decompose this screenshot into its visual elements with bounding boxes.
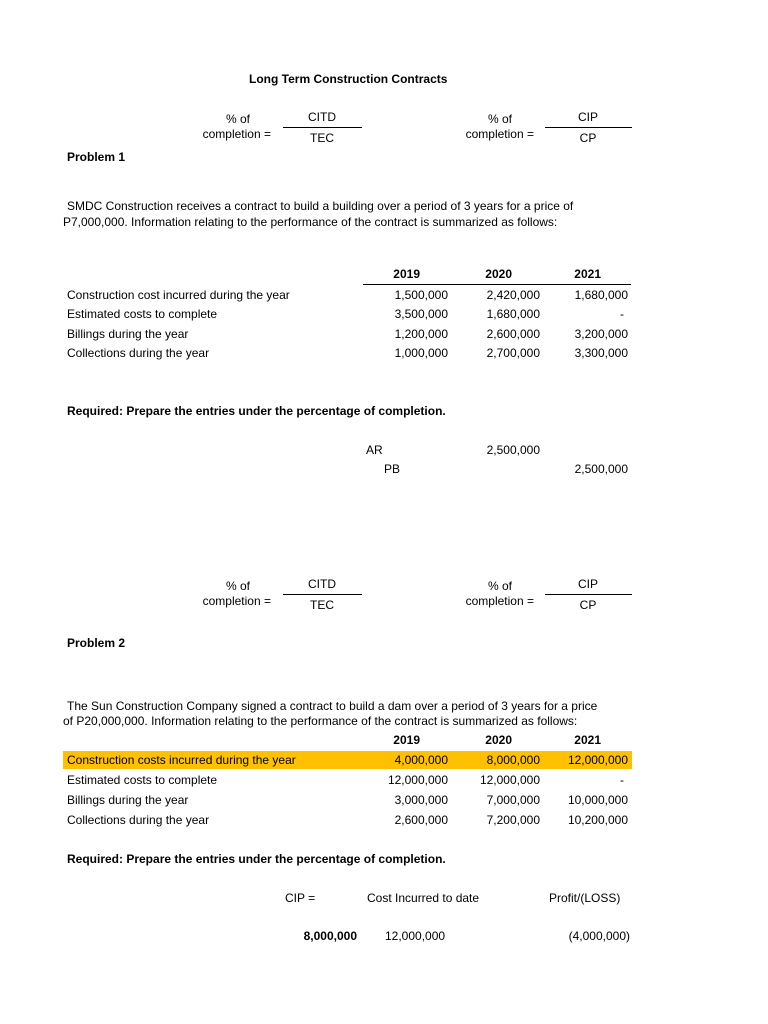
- formula-cip: CIP: [577, 110, 598, 124]
- table-cell: 1,680,000: [486, 307, 540, 321]
- table-row-label: Construction costs incurred during the year: [67, 753, 296, 767]
- year-header: 2020: [485, 267, 512, 281]
- formula-cp: CP: [579, 598, 597, 612]
- formula-tec: TEC: [310, 131, 334, 145]
- problem-2-heading: Problem 2: [67, 636, 126, 650]
- table-cell: 3,000,000: [394, 793, 448, 807]
- cip-value: 8,000,000: [303, 929, 357, 943]
- table-row-label: Estimated costs to complete: [67, 307, 218, 321]
- table-row-label: Construction cost incurred during the year: [67, 288, 290, 302]
- year-header: 2019: [393, 267, 420, 281]
- table-cell: 10,200,000: [567, 813, 628, 827]
- problem-1-desc-line-1: SMDC Construction receives a contract to build a building over a period of 3 years for a price of: [67, 199, 574, 213]
- table-row-label: Estimated costs to complete: [67, 773, 218, 787]
- debit-account: AR: [366, 443, 383, 457]
- year-header: 2021: [574, 733, 601, 747]
- problem-1-desc-line-2: P7,000,000. Information relating to the performance of the contract is summarized as follows:: [63, 215, 558, 229]
- table-cell: 3,500,000: [394, 307, 448, 321]
- table-cell: 2,600,000: [394, 813, 448, 827]
- formula-pct-of-left: % of: [225, 579, 250, 593]
- formula-completion-left: completion =: [202, 127, 271, 141]
- problem-1-heading: Problem 1: [67, 150, 126, 164]
- formula-pct-of-left: % of: [225, 112, 250, 126]
- table-cell: 1,000,000: [394, 346, 448, 360]
- year-header: 2021: [574, 267, 601, 281]
- table-cell: 2,700,000: [486, 346, 540, 360]
- formula-citd: CITD: [308, 110, 336, 124]
- debit-amount: 2,500,000: [486, 443, 540, 457]
- formula-tec: TEC: [310, 598, 334, 612]
- table-row-label: Collections during the year: [67, 346, 210, 360]
- table-cell: -: [620, 307, 624, 321]
- fraction-bar: [283, 594, 362, 595]
- formula-completion-right: completion =: [465, 127, 534, 141]
- table-row-label: Billings during the year: [67, 793, 189, 807]
- year-header: 2020: [485, 733, 512, 747]
- formula-pct-of-right: % of: [487, 579, 512, 593]
- cost-incurred-label: Cost Incurred to date: [367, 891, 480, 905]
- table-cell: 4,000,000: [394, 753, 448, 767]
- table-row-label: Billings during the year: [67, 327, 189, 341]
- table-cell: 1,680,000: [574, 288, 628, 302]
- table-cell: 10,000,000: [567, 793, 628, 807]
- formula-completion-left: completion =: [202, 594, 271, 608]
- formula-cip: CIP: [577, 577, 598, 591]
- credit-amount: 2,500,000: [574, 462, 628, 476]
- table-row-label: Collections during the year: [67, 813, 210, 827]
- table-cell: 2,600,000: [486, 327, 540, 341]
- table-cell: -: [620, 773, 624, 787]
- table-cell: 1,500,000: [394, 288, 448, 302]
- credit-account: PB: [384, 462, 401, 476]
- formula-pct-of-right: % of: [487, 112, 512, 126]
- problem-2-required: Required: Prepare the entries under the percentage of completion.: [67, 852, 446, 866]
- formula-citd: CITD: [308, 577, 336, 591]
- profit-loss-label: Profit/(LOSS): [549, 891, 621, 905]
- fraction-bar: [545, 127, 632, 128]
- formula-completion-right: completion =: [465, 594, 534, 608]
- table-cell: 12,000,000: [387, 773, 448, 787]
- cost-incurred-value: 12,000,000: [385, 929, 446, 943]
- problem-2-desc-line-2: of P20,000,000. Information relating to the performance of the contract is summarized as follows:: [63, 714, 578, 728]
- table-cell: 2,420,000: [486, 288, 540, 302]
- table-cell: 12,000,000: [567, 753, 628, 767]
- profit-loss-value: (4,000,000): [568, 929, 630, 943]
- table-cell: 12,000,000: [479, 773, 540, 787]
- formula-cp: CP: [579, 131, 597, 145]
- year-header: 2019: [393, 733, 420, 747]
- page-title: Long Term Construction Contracts: [249, 72, 448, 86]
- fraction-bar: [545, 594, 632, 595]
- fraction-bar: [283, 127, 362, 128]
- cip-label: CIP =: [285, 891, 316, 905]
- problem-2-desc-line-1: The Sun Construction Company signed a contract to build a dam over a period of 3 years for a price: [67, 699, 598, 713]
- table-cell: 7,200,000: [486, 813, 540, 827]
- problem-1-required: Required: Prepare the entries under the percentage of completion.: [67, 404, 446, 418]
- table-cell: 7,000,000: [486, 793, 540, 807]
- table-cell: 3,200,000: [574, 327, 628, 341]
- table-cell: 3,300,000: [574, 346, 628, 360]
- table-cell: 8,000,000: [486, 753, 540, 767]
- header-underline: [363, 284, 631, 285]
- table-cell: 1,200,000: [394, 327, 448, 341]
